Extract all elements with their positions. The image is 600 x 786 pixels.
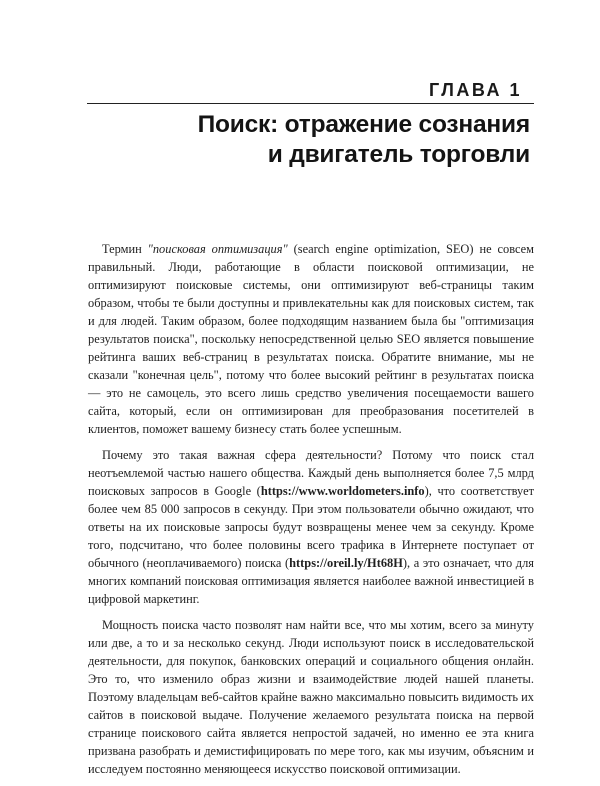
worldometers-link[interactable]: https://www.worldometers.info bbox=[260, 484, 425, 498]
paragraph-2-start: Почему это такая важная сфера деятельности? Потому что поиск стал неотъемлемой частью нашего общества. Каждый день выполняется более 7,5 млрд поисковых запросов в Google ( bbox=[88, 448, 534, 498]
chapter-label: ГЛАВА 1 bbox=[429, 80, 522, 100]
chapter-title bbox=[60, 110, 530, 170]
paragraph-2-end: ), а это означает, что для многих компаний поисковая оптимизация является наиболее важной инвестицией в цифровой маркетинг. bbox=[88, 556, 534, 606]
body-text bbox=[88, 240, 534, 786]
paragraph-1-rest: (search engine optimization, SEO) не совсем правильный. Люди, работающие в области поисковой оптимизации, не оптимизируют поисковые системы, они оптимизируют веб-страницы таким образом, чтобы те были доступны и привлекательны как для поисковых систем, так и для людей. Таким образом, более подходящим названием была бы "оптимизация результатов поиска", поскольку непосредственной целью SEO является повышение рейтинга ваших веб-страниц в результатах поиска. Обратите внимание, мы не сказали "конечная цель", потому что более высокий рейтинг в результатах поиска — это не самоцель, это всего лишь средство увеличения посещаемости вашего сайта, который, если он оптимизирован для преобразования посетителей в клиентов, поможет вашему бизнесу стать более успешным. bbox=[88, 242, 534, 436]
paragraph-2-middle: ), что соответствует более чем 85 000 запросов в секунду. При этом пользователи обычно ожидают, что ответы на их поисковые запросы будут возвращены менее чем за секунду. Кроме того, подсчитано, что более половины всего трафика в Интернете поступает от обычного (неоплачиваемого) поиска ( bbox=[88, 484, 534, 570]
chapter-title-line-1: Поиск: отражение сознания bbox=[197, 111, 530, 138]
seo-term: "поисковая оптимизация" bbox=[147, 242, 288, 256]
paragraph-1 bbox=[88, 240, 534, 438]
paragraph-2 bbox=[88, 446, 534, 608]
oreilly-link[interactable]: https://oreil.ly/Ht68H bbox=[289, 556, 403, 570]
paragraph-3: Мощность поиска часто позволят нам найти все, что мы хотим, всего за минуту или две, а то и за несколько секунд. Люди используют поиск в исследовательской деятельности, для покупок, банковских операций и социального общения онлайн. Это то, что изменило образ жизни и взаимодействие людей нашей планеты. Поэтому владельцам веб-сайтов крайне важно максимально повысить видимость их сайтов в поисковой выдаче. Получение желаемого результата поиска на первой странице поискового сайта является непростой задачей, но именно ее эта книга призвана разобрать и демистифицировать по мере того, как мы изучим, объясним и исследуем постоянно меняющееся искусство поисковой оптимизации. bbox=[88, 618, 534, 776]
chapter-title-line-2: и двигатель торговли bbox=[267, 141, 530, 168]
chapter-divider bbox=[87, 103, 534, 104]
paragraph-1-start: Термин bbox=[102, 242, 148, 256]
